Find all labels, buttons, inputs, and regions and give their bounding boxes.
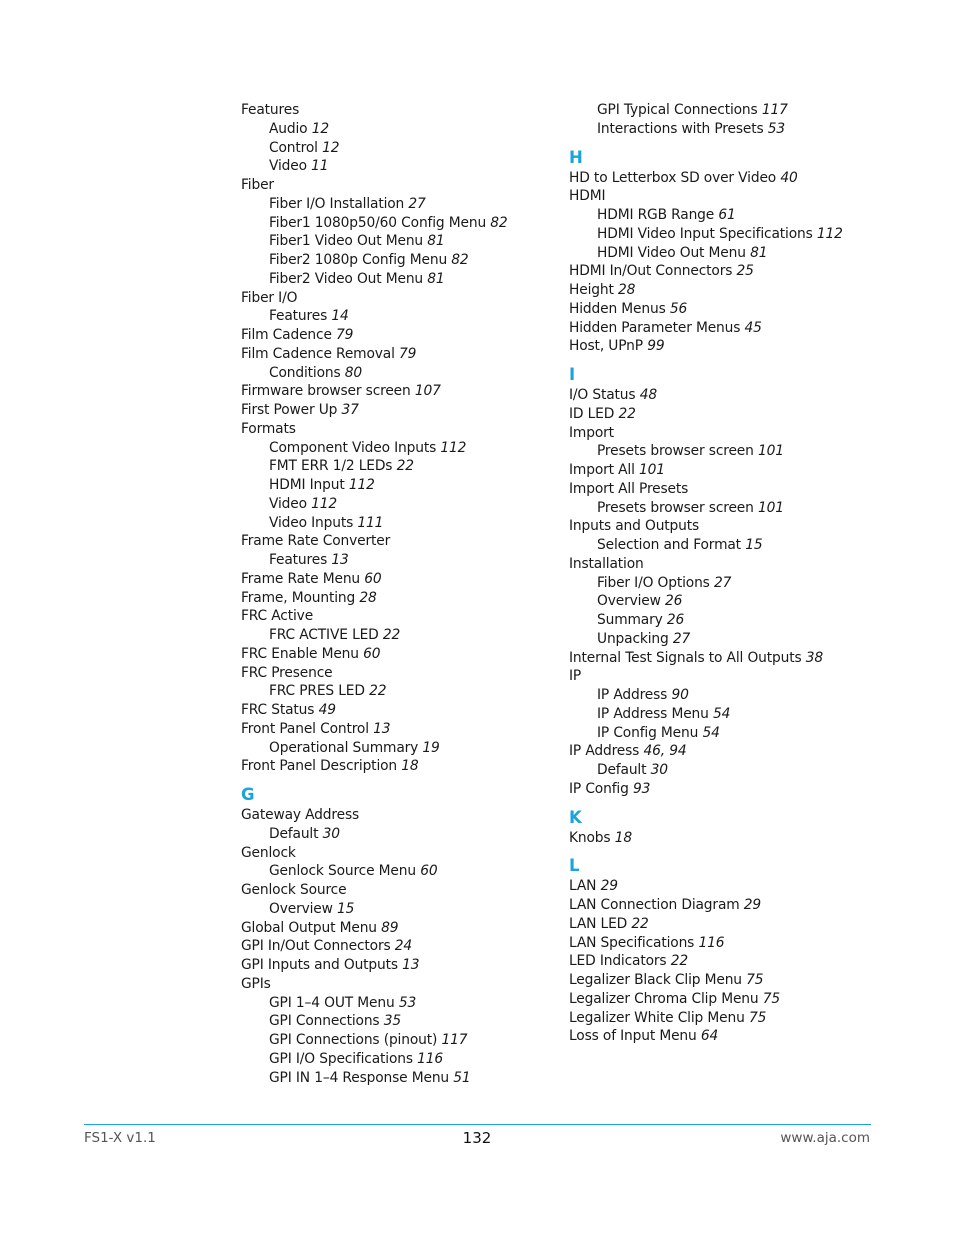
entry-page-ref[interactable]: 53 (767, 120, 786, 137)
entry-term: Features (269, 552, 328, 568)
footer-website: www.aja.com (780, 1130, 870, 1146)
entry-term: Default (269, 825, 319, 842)
entry-term: IP Address (569, 743, 640, 760)
index-entry (569, 1009, 869, 1028)
index-subentry (241, 439, 541, 458)
index-entry (241, 382, 541, 401)
index-subentry (241, 1012, 541, 1031)
entry-term: Fiber1 1080p50/60 Config Menu (269, 214, 487, 231)
index-entry (569, 1027, 869, 1046)
entry-term: Operational Summary (269, 739, 419, 756)
entry-page-ref[interactable]: 112 (816, 225, 843, 242)
index-entry (569, 187, 869, 206)
index-subentry (241, 495, 541, 514)
index-entry (569, 319, 869, 338)
index-subentry (241, 626, 541, 645)
entry-term: Overview (597, 593, 661, 610)
entry-term: Import (569, 424, 614, 441)
entry-page-ref[interactable]: 26 (665, 593, 683, 610)
entry-page-ref[interactable]: 28 (359, 589, 377, 606)
entry-page-ref[interactable]: 51 (453, 1069, 471, 1086)
index-subentry (569, 705, 869, 724)
index-subentry (569, 206, 869, 225)
index-subentry (569, 499, 869, 518)
index-entry (569, 829, 869, 848)
entry-page-ref[interactable]: 64 (700, 1028, 719, 1045)
index-entry (569, 281, 869, 300)
index-subentry (241, 251, 541, 270)
entry-term: FRC Active (241, 608, 314, 625)
entry-page-ref[interactable]: 79 (399, 345, 417, 362)
entry-page-ref[interactable]: 46, 94 (643, 743, 687, 760)
entry-term: IP (569, 668, 582, 685)
index-entry (569, 337, 869, 356)
entry-page-ref[interactable]: 75 (746, 972, 764, 988)
entry-page-ref[interactable]: 75 (762, 990, 781, 1007)
index-subentry (241, 476, 541, 495)
entry-term: Control (269, 139, 318, 156)
entry-page-ref[interactable]: 22 (618, 405, 636, 422)
entry-page-ref[interactable]: 29 (600, 878, 618, 895)
index-entry (241, 806, 541, 825)
entry-term: Component Video Inputs (269, 439, 437, 456)
entry-page-ref[interactable]: 27 (713, 574, 732, 591)
index-subentry (241, 214, 541, 233)
index-entry (241, 975, 541, 994)
entry-term: HDMI Video Out Menu (597, 244, 746, 261)
index-subentry (569, 536, 869, 555)
entry-page-ref[interactable]: 24 (394, 938, 413, 955)
entry-page-ref[interactable]: 81 (427, 270, 445, 287)
index-entry (241, 345, 541, 364)
entry-page-ref[interactable]: 30 (650, 762, 668, 778)
entry-term: Unpacking (597, 630, 669, 647)
index-subentry (241, 232, 541, 251)
entry-page-ref[interactable]: 22 (369, 683, 387, 700)
entry-term: First Power Up (241, 402, 338, 418)
entry-term: GPI In/Out Connectors (241, 938, 391, 955)
entry-page-ref[interactable]: 18 (401, 758, 419, 775)
entry-term: IP Address Menu (597, 705, 709, 722)
entry-page-ref[interactable]: 117 (761, 102, 788, 118)
index-entry (241, 420, 541, 439)
entry-term: FRC Status (241, 702, 315, 718)
index-subentry (569, 761, 869, 780)
index-entry (241, 881, 541, 900)
index-entry (241, 289, 541, 308)
entry-page-ref[interactable]: 81 (427, 233, 445, 250)
entry-term: LAN (569, 878, 597, 895)
index-entry (569, 896, 869, 915)
entry-page-ref[interactable]: 13 (373, 720, 391, 737)
entry-page-ref[interactable]: 89 (381, 919, 399, 936)
index-entry (569, 952, 869, 971)
entry-page-ref[interactable]: 112 (440, 439, 467, 456)
entry-term: Selection and Format (597, 537, 741, 553)
entry-page-ref[interactable]: 30 (322, 825, 340, 842)
entry-term: Film Cadence (241, 327, 332, 343)
entry-term: Summary (597, 612, 663, 628)
entry-page-ref[interactable]: 35 (383, 1013, 401, 1030)
entry-term: Inputs and Outputs (569, 518, 700, 535)
entry-page-ref[interactable]: 54 (702, 724, 720, 741)
entry-page-ref[interactable]: 22 (670, 953, 688, 970)
entry-page-ref[interactable]: 56 (669, 300, 688, 317)
index-entry (241, 844, 541, 863)
index-entry (569, 877, 869, 896)
entry-term: Video (269, 495, 307, 512)
entry-page-ref[interactable]: 99 (647, 338, 665, 355)
entry-page-ref[interactable]: 54 (713, 705, 731, 722)
index-column-right (569, 101, 869, 1046)
index-entry (569, 555, 869, 574)
entry-term: Film Cadence Removal (241, 345, 395, 362)
entry-term: LAN Connection Diagram (569, 897, 740, 913)
entry-page-ref[interactable]: 15 (745, 537, 763, 553)
entry-term: LAN LED (569, 915, 628, 932)
index-subentry (241, 270, 541, 289)
entry-term: IP Config (569, 780, 629, 797)
entry-term: ID LED (569, 405, 615, 422)
index-entry (569, 915, 869, 934)
entry-term: Audio (269, 120, 308, 137)
index-subentry (569, 630, 869, 649)
index-subentry (241, 139, 541, 158)
entry-page-ref[interactable]: 101 (758, 443, 784, 460)
index-subentry (241, 994, 541, 1013)
entry-term: Conditions (269, 364, 341, 381)
entry-term: Fiber I/O Installation (269, 195, 405, 212)
entry-term: GPI Connections (269, 1013, 380, 1030)
index-entry (241, 326, 541, 345)
entry-page-ref[interactable]: 27 (408, 195, 426, 212)
index-subentry (241, 739, 541, 758)
entry-page-ref[interactable]: 117 (441, 1032, 468, 1048)
index-subentry (569, 244, 869, 263)
index-subentry (241, 364, 541, 383)
entry-term: FRC PRES LED (269, 683, 365, 700)
index-entry (569, 742, 869, 761)
index-entry (569, 424, 869, 443)
entry-page-ref[interactable]: 49 (318, 702, 336, 718)
entry-term: GPI 1–4 OUT Menu (269, 994, 395, 1011)
entry-term: Fiber2 1080p Config Menu (269, 252, 448, 268)
index-subentry (569, 101, 869, 120)
index-subentry (241, 551, 541, 570)
entry-term: HD to Letterbox SD over Video (569, 169, 777, 186)
entry-term: IP Address (597, 687, 668, 703)
index-subentry (569, 686, 869, 705)
entry-page-ref[interactable]: 80 (344, 364, 363, 381)
entry-term: HDMI (569, 188, 606, 205)
index-subentry (241, 120, 541, 139)
index-subentry (241, 682, 541, 701)
entry-page-ref[interactable]: 116 (417, 1050, 444, 1067)
entry-page-ref[interactable]: 79 (336, 327, 354, 343)
index-subentry (569, 120, 869, 139)
entry-term: Gateway Address (241, 807, 360, 823)
index-entry (569, 990, 869, 1009)
index-entry (569, 780, 869, 799)
index-entry (569, 405, 869, 424)
entry-term: GPI Connections (pinout) (269, 1032, 438, 1048)
index-entry (241, 937, 541, 956)
index-entry (569, 649, 869, 668)
entry-term: Installation (569, 555, 644, 572)
index-entry (241, 570, 541, 589)
entry-page-ref[interactable]: 61 (718, 207, 736, 223)
entry-page-ref[interactable]: 81 (750, 244, 768, 261)
entry-page-ref[interactable]: 19 (422, 739, 440, 756)
entry-term: Formats (241, 420, 296, 437)
entry-term: Knobs (569, 829, 611, 846)
entry-term: GPI Inputs and Outputs (241, 957, 398, 973)
footer-product-version: FS1-X v1.1 (84, 1130, 156, 1146)
index-entry (569, 386, 869, 405)
index-entry (241, 607, 541, 626)
index-subentry (241, 1069, 541, 1088)
entry-page-ref[interactable]: 111 (357, 514, 384, 531)
entry-term: Import All (569, 462, 635, 478)
entry-page-ref[interactable]: 45 (744, 319, 762, 336)
entry-page-ref[interactable]: 60 (363, 645, 381, 662)
index-entry (241, 757, 541, 776)
index-subentry (241, 825, 541, 844)
entry-term: Import All Presets (569, 480, 689, 497)
entry-page-ref[interactable]: 15 (337, 900, 355, 917)
index-subentry (569, 724, 869, 743)
entry-term: Legalizer Black Clip Menu (569, 972, 742, 988)
entry-page-ref[interactable]: 14 (331, 308, 349, 325)
entry-term: Frame Rate Converter (241, 533, 391, 550)
entry-page-ref[interactable]: 116 (698, 934, 725, 951)
entry-page-ref[interactable]: 60 (420, 863, 438, 880)
entry-page-ref[interactable]: 93 (632, 780, 651, 797)
index-subentry (241, 307, 541, 326)
entry-term: Genlock Source (241, 882, 347, 898)
entry-page-ref[interactable]: 22 (396, 458, 414, 475)
entry-term: Video Inputs (269, 514, 354, 531)
entry-term: GPI IN 1–4 Response Menu (269, 1069, 450, 1086)
entry-term: Presets browser screen (597, 499, 754, 516)
entry-term: Legalizer White Clip Menu (569, 1009, 745, 1026)
index-subentry (241, 1050, 541, 1069)
entry-term: IP Config Menu (597, 724, 699, 741)
index-entry (241, 401, 541, 420)
entry-term: Presets browser screen (597, 443, 754, 460)
entry-term: Genlock (241, 844, 296, 861)
index-entry (569, 300, 869, 319)
index-subentry (241, 157, 541, 176)
entry-page-ref[interactable]: 26 (666, 612, 685, 628)
entry-term: LAN Specifications (569, 934, 695, 951)
entry-term: HDMI In/Out Connectors (569, 263, 733, 280)
entry-term: HDMI RGB Range (597, 207, 715, 223)
entry-page-ref[interactable]: 101 (758, 499, 784, 516)
entry-term: Front Panel Description (241, 758, 398, 775)
index-subentry (241, 457, 541, 476)
entry-term: Loss of Input Menu (569, 1028, 697, 1045)
index-letter-heading: H (569, 147, 583, 167)
index-subentry (569, 611, 869, 630)
index-entry (569, 461, 869, 480)
entry-term: Fiber2 Video Out Menu (269, 270, 424, 287)
index-entry (241, 956, 541, 975)
index-entry (569, 667, 869, 686)
entry-term: Video (269, 158, 307, 175)
entry-page-ref[interactable]: 28 (617, 282, 636, 298)
entry-term: HDMI Input (269, 477, 345, 493)
index-subentry (241, 900, 541, 919)
index-entry (241, 664, 541, 683)
entry-page-ref[interactable]: 107 (414, 383, 441, 400)
entry-page-ref[interactable]: 27 (672, 630, 691, 647)
index-letter-heading: L (569, 856, 580, 876)
index-subentry (569, 592, 869, 611)
index-subentry (569, 225, 869, 244)
entry-term: Front Panel Control (241, 720, 369, 737)
entry-page-ref[interactable]: 13 (331, 552, 349, 568)
footer-divider (84, 1124, 871, 1125)
index-letter-heading: K (569, 807, 582, 827)
entry-term: Hidden Menus (569, 300, 666, 317)
entry-term: FRC Enable Menu (241, 645, 359, 662)
index-entry (241, 532, 541, 551)
index-entry (241, 720, 541, 739)
entry-term: I/O Status (569, 387, 636, 403)
index-subentry (241, 514, 541, 533)
entry-term: Height (569, 282, 614, 298)
entry-term: FMT ERR 1/2 LEDs (269, 458, 393, 475)
entry-term: Global Output Menu (241, 919, 377, 936)
index-entry (241, 589, 541, 608)
index-entry (569, 262, 869, 281)
index-entry (241, 101, 541, 120)
index-entry (569, 169, 869, 188)
entry-page-ref[interactable]: 101 (639, 462, 665, 478)
entry-term: Features (241, 102, 300, 118)
index-subentry (241, 1031, 541, 1050)
entry-page-ref[interactable]: 18 (614, 829, 632, 846)
entry-page-ref[interactable]: 22 (631, 915, 649, 932)
entry-term: Fiber I/O (241, 289, 298, 306)
index-entry (569, 971, 869, 990)
entry-term: GPIs (241, 975, 271, 992)
entry-term: FRC Presence (241, 664, 333, 681)
entry-page-ref[interactable]: 75 (748, 1009, 767, 1026)
entry-term: Hidden Parameter Menus (569, 319, 741, 336)
entry-term: Legalizer Chroma Clip Menu (569, 990, 759, 1007)
entry-page-ref[interactable]: 11 (311, 158, 329, 175)
entry-term: Default (597, 762, 647, 778)
entry-term: FRC ACTIVE LED (269, 627, 379, 643)
entry-page-ref[interactable]: 82 (490, 214, 508, 231)
index-subentry (241, 195, 541, 214)
entry-page-ref[interactable]: 53 (398, 994, 417, 1011)
entry-page-ref[interactable]: 60 (364, 570, 382, 587)
entry-page-ref[interactable]: 25 (736, 263, 754, 280)
entry-page-ref[interactable]: 112 (311, 495, 338, 512)
index-entry (569, 934, 869, 953)
entry-page-ref[interactable]: 112 (348, 477, 375, 493)
entry-page-ref[interactable]: 22 (382, 627, 401, 643)
index-subentry (241, 862, 541, 881)
entry-term: Fiber1 Video Out Menu (269, 233, 424, 250)
entry-page-ref[interactable]: 12 (311, 120, 329, 137)
entry-page-ref[interactable]: 29 (743, 897, 762, 913)
index-entry (241, 645, 541, 664)
index-entry (569, 480, 869, 499)
entry-term: Genlock Source Menu (269, 863, 416, 880)
index-entry (241, 176, 541, 195)
entry-term: Features (269, 308, 328, 325)
entry-term: GPI I/O Specifications (269, 1050, 413, 1067)
entry-term: Internal Test Signals to All Outputs (569, 649, 802, 666)
entry-term: Host, UPnP (569, 338, 643, 355)
entry-page-ref[interactable]: 37 (341, 402, 359, 418)
index-entry (241, 919, 541, 938)
entry-term: Interactions with Presets (597, 120, 764, 137)
entry-term: Fiber (241, 177, 274, 193)
entry-term: HDMI Video Input Specifications (597, 225, 813, 242)
entry-term: Overview (269, 900, 333, 917)
entry-term: GPI Typical Connections (597, 102, 758, 118)
entry-term: Firmware browser screen (241, 383, 411, 400)
entry-term: Frame Rate Menu (241, 570, 361, 587)
entry-page-ref[interactable]: 90 (671, 687, 689, 703)
entry-page-ref[interactable]: 13 (402, 957, 420, 973)
index-subentry (569, 574, 869, 593)
entry-page-ref[interactable]: 12 (322, 139, 340, 156)
entry-page-ref[interactable]: 82 (451, 252, 469, 268)
entry-term: Frame, Mounting (241, 589, 356, 606)
index-letter-heading: I (569, 365, 576, 384)
entry-page-ref[interactable]: 40 (780, 169, 798, 186)
entry-term: LED Indicators (569, 953, 667, 970)
entry-page-ref[interactable]: 48 (639, 387, 657, 403)
index-column-left (241, 101, 541, 1087)
index-subentry (569, 442, 869, 461)
entry-term: Fiber I/O Options (597, 574, 710, 591)
index-entry (569, 517, 869, 536)
index-entry (241, 701, 541, 720)
entry-page-ref[interactable]: 38 (805, 649, 824, 666)
index-letter-heading: G (241, 785, 255, 804)
footer-page-number: 132 (462, 1129, 492, 1147)
